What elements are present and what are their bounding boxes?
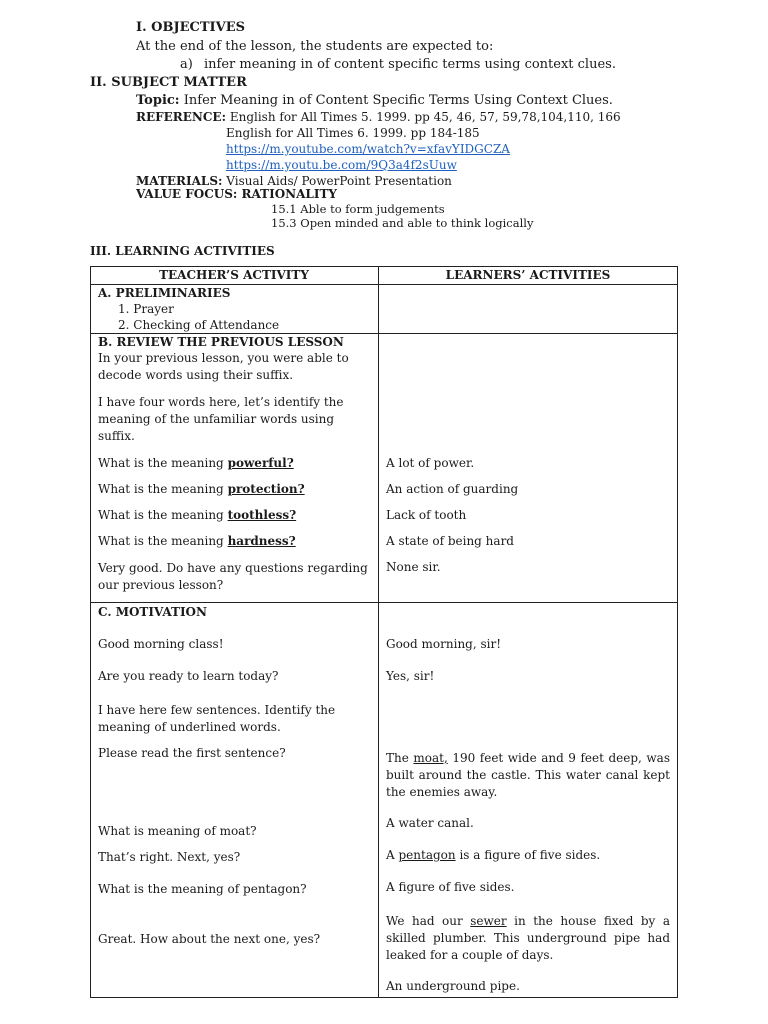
review-question-2 <box>98 482 305 496</box>
review-closing-answer: None sir. <box>386 560 441 574</box>
underlined-word: moat, <box>413 751 448 765</box>
sentence-text: in the house fixed by a skilled plumber. This underground pipe had leaked for a couple of days. <box>386 914 670 962</box>
materials-line <box>136 174 452 188</box>
teacher-line-3: I have here few sentences. Identify the meaning of underlined words. <box>98 703 336 734</box>
question-prefix: What is the meaning <box>98 482 224 496</box>
vocab-word: toothless? <box>227 508 297 522</box>
underlined-word: sewer <box>470 914 507 928</box>
review-closing: Very good. Do have any questions regarding our previous lesson? <box>98 561 368 592</box>
review-answer-1: A lot of power. <box>386 456 475 470</box>
teacher-line-7: What is the meaning of pentagon? <box>98 882 307 896</box>
learner-sentence-pentagon <box>386 848 600 862</box>
learner-line-2: Yes, sir! <box>386 669 435 683</box>
question-prefix: What is the meaning <box>98 534 224 548</box>
value-focus: VALUE FOCUS: RATIONALITY <box>136 187 337 201</box>
teacher-column-header: TEACHER’S ACTIVITY <box>159 268 309 282</box>
review-paragraph-2: I have four words here, let’s identify the meaning of the unfamiliar words using suffix. <box>98 395 344 443</box>
reference-2: English for All Times 6. 1999. pp 184-185 <box>226 126 480 140</box>
teacher-line-8: Great. How about the next one, yes? <box>98 932 321 946</box>
table-column-divider <box>378 266 379 998</box>
youtube-link-2[interactable]: https://m.youtu.be.com/9Q3a4f2sUuw <box>226 158 457 172</box>
sentence-text: 190 feet wide and 9 feet deep, was built around the castle. This water canal kept the enemies away. <box>386 751 670 799</box>
review-answer-3: Lack of tooth <box>386 508 467 522</box>
objective-marker: a) <box>180 57 193 72</box>
teacher-line-4: Please read the first sentence? <box>98 746 286 760</box>
sentence-text: The <box>386 751 409 765</box>
learner-sentence-sewer <box>386 913 670 964</box>
preliminaries-item-1: 1. Prayer <box>118 302 174 316</box>
motivation-heading: C. MOTIVATION <box>98 605 207 619</box>
reference-label: REFERENCE: <box>136 110 226 124</box>
sentence-text: is a figure of five sides. <box>459 848 601 862</box>
review-answer-2: An action of guarding <box>386 482 519 496</box>
value-item-2: 15.3 Open minded and able to think logically <box>271 216 534 230</box>
table-header-divider <box>90 284 678 285</box>
subject-matter-heading: II. SUBJECT MATTER <box>90 75 247 90</box>
review-question-3 <box>98 508 296 522</box>
reference-1: English for All Times 5. 1999. pp 45, 46, 57, 59,78,104,110, 166 <box>229 110 621 124</box>
preliminaries-item-2: 2. Checking of Attendance <box>118 318 280 332</box>
review-paragraph-1: In your previous lesson, you were able to decode words using their suffix. <box>98 351 349 382</box>
learner-sentence-moat <box>386 750 670 801</box>
vocab-word: protection? <box>227 482 305 496</box>
value-item-1: 15.1 Able to form judgements <box>271 202 445 216</box>
sentence-text: We had our <box>386 914 463 928</box>
objective-item: infer meaning in of content specific terms using context clues. <box>204 57 616 72</box>
question-prefix: What is the meaning <box>98 456 224 470</box>
materials-value: Visual Aids/ PowerPoint Presentation <box>226 174 452 188</box>
learner-line-7: A figure of five sides. <box>386 880 515 894</box>
review-answer-4: A state of being hard <box>386 534 514 548</box>
learning-activities-heading: III. LEARNING ACTIVITIES <box>90 244 275 258</box>
review-heading: B. REVIEW THE PREVIOUS LESSON <box>98 335 344 349</box>
teacher-line-6: That’s right. Next, yes? <box>98 850 241 864</box>
review-question-1 <box>98 456 294 470</box>
objectives-heading: I. OBJECTIVES <box>136 20 245 35</box>
topic-line <box>136 93 613 108</box>
youtube-link-1[interactable]: https://m.youtube.com/watch?v=xfavYIDGCZA <box>226 142 510 156</box>
sentence-text: A <box>386 848 395 862</box>
vocab-word: hardness? <box>227 534 296 548</box>
reference-line <box>136 110 621 124</box>
topic-value: Infer Meaning in of Content Specific Terms Using Context Clues. <box>183 93 613 108</box>
objectives-intro: At the end of the lesson, the students are expected to: <box>136 39 494 54</box>
preliminaries-heading: A. PRELIMINARIES <box>98 286 231 300</box>
table-row-divider-2 <box>90 602 678 603</box>
learner-column-header: LEARNERS’ ACTIVITIES <box>445 268 611 282</box>
vocab-word: powerful? <box>227 456 294 470</box>
materials-label: MATERIALS: <box>136 174 223 188</box>
learner-line-9: An underground pipe. <box>386 979 520 993</box>
topic-label: Topic: <box>136 93 180 108</box>
teacher-line-5: What is meaning of moat? <box>98 824 257 838</box>
table-row-divider-1 <box>90 333 678 334</box>
teacher-line-1: Good morning class! <box>98 637 224 651</box>
learner-line-5: A water canal. <box>386 816 474 830</box>
learner-line-1: Good morning, sir! <box>386 637 502 651</box>
teacher-line-2: Are you ready to learn today? <box>98 669 279 683</box>
review-question-4 <box>98 534 296 548</box>
question-prefix: What is the meaning <box>98 508 224 522</box>
underlined-word: pentagon <box>398 848 456 862</box>
